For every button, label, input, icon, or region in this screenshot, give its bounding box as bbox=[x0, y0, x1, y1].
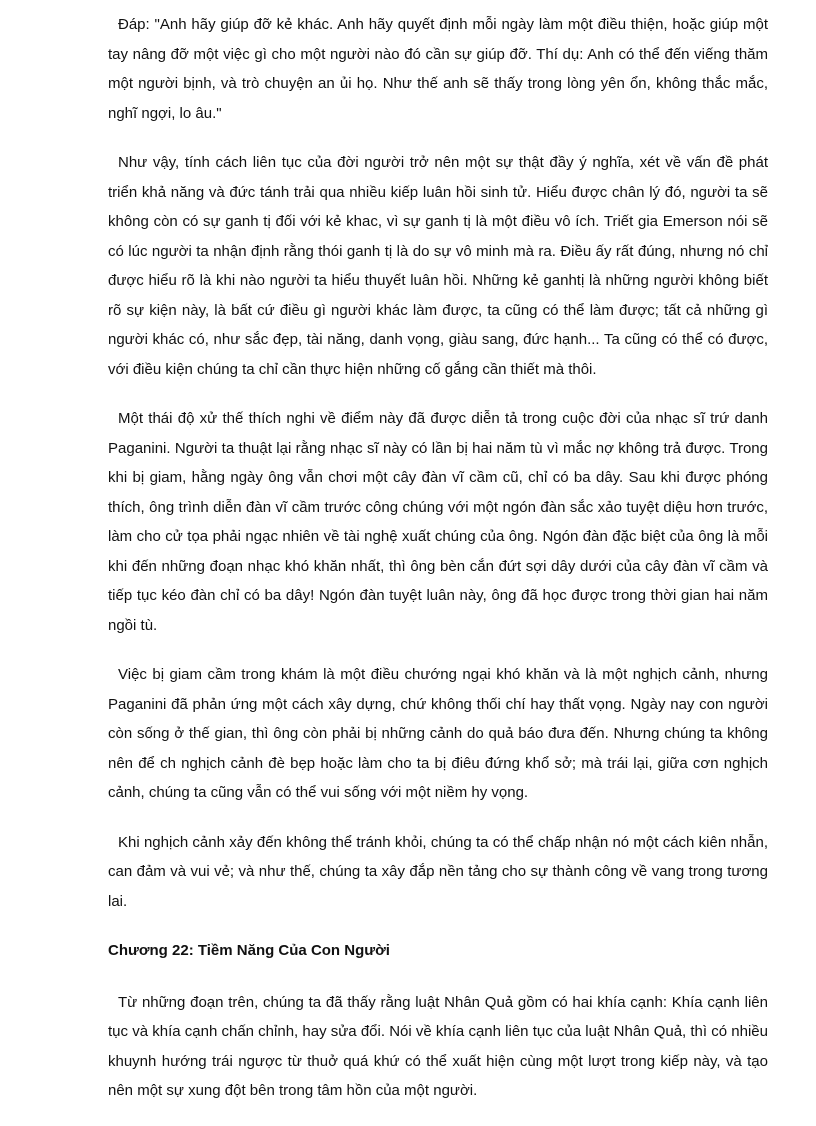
paragraph-adversity: Việc bị giam cầm trong khám là một điều chướng ngại khó khăn và là một nghịch cảnh, nhưng Paganini đã phản ứng một cách xây dựng, chứ không thối chí hay thất vọng. Ngày nay con người còn sống ở thế gian, thì ông còn phải bị những cảnh do quả báo đưa đến. Nhưng chúng ta không nên để ch nghịch cảnh đè bẹp hoặc làm cho ta bị điêu đứng khổ sở; mà trái lại, giữa cơn nghịch cảnh, chúng ta cũng vẫn có thể vui sống với một niềm hy vọng. bbox=[108, 666, 768, 801]
paragraph-answer: Đáp: "Anh hãy giúp đỡ kẻ khác. Anh hãy quyết định mỗi ngày làm một điều thiện, hoặc giúp một tay nâng đỡ một việc gì cho một người nào đó cần sự giúp đỡ. Thí dụ: Anh có thể đến viếng thăm một người bịnh, và trò chuyện an ủi họ. Như thế anh sẽ thấy trong lòng yên ổn, không thắc mắc, nghĩ ngợi, lo âu." bbox=[108, 16, 768, 122]
paragraph-continuity: Như vậy, tính cách liên tục của đời người trở nên một sự thật đầy ý nghĩa, xét về vấn đề phát triển khả năng và đức tánh trải qua nhiều kiếp luân hồi sinh tử. Hiểu được chân lý đó, người ta sẽ không còn có sự ganh tị đối với kẻ khac, vì sự ganh tị là một điều vô ích. Triết gia Emerson nói sẽ có lúc người ta nhận định rằng thói ganh tị là do sự vô minh mà ra. Điều ấy rất đúng, nhưng nó chỉ được hiểu rõ là khi nào người ta hiểu thuyết luân hồi. Những kẻ ganhtị là những người không biết rõ sự kiện này, là bất cứ điều gì người khác làm được, ta cũng có thể làm được; tất cả những gì người khác có, như sắc đẹp, tài năng, danh vọng, giàu sang, đức hạnh... Ta cũng có thể có được, với điều kiện chúng ta chỉ cần thực hiện những cố gắng cần thiết mà thôi. bbox=[108, 154, 768, 378]
chapter-heading: Chương 22: Tiềm Năng Của Con Người bbox=[108, 942, 390, 959]
document-page bbox=[108, 10, 768, 1126]
paragraph-karma-aspects: Từ những đoạn trên, chúng ta đã thấy rằng luật Nhân Quả gồm có hai khía cạnh: Khía cạnh liên tục và khía cạnh chấn chỉnh, hay sửa đổi. Nói về khía cạnh liên tục của luật Nhân Quả, thì có nhiều khuynh hướng trái ngược từ thuở quá khứ có thể xuất hiện cùng một lượt trong kiếp này, và tạo nên một sự xung đột bên trong tâm hồn của một người. bbox=[108, 993, 768, 1099]
paragraph-acceptance: Khi nghịch cảnh xảy đến không thể tránh khỏi, chúng ta có thể chấp nhận nó một cách kiên nhẫn, can đảm và vui vẻ; và như thế, chúng ta xây đắp nền tảng cho sự thành công về vang trong tương lai. bbox=[108, 833, 768, 910]
paragraph-paganini: Một thái độ xử thế thích nghi về điểm này đã được diễn tả trong cuộc đời của nhạc sĩ trứ danh Paganini. Người ta thuật lại rằng nhạc sĩ này có lần bị hai năm tù vì mắc nợ không trả được. Trong khi bị giam, hằng ngày ông vẫn chơi một cây đàn vĩ cầm cũ, chỉ có ba dây. Sau khi được phóng thích, ông trình diễn đàn vĩ cầm trước công chúng với một ngón đàn sắc xảo tuyệt diệu hơn trước, làm cho cử tọa phải ngạc nhiên về tài nghệ xuất chúng của ông. Ngón đàn đặc biệt của ông là mỗi khi đến những đoạn nhạc khó khăn nhất, thì ông bèn cắn đứt sợi dây dưới của cây đàn vĩ cầm và tiếp tục kéo đàn chỉ có ba dây! Ngón đàn tuyệt luân này, ông đã học được trong thời gian hai năm ngồi tù. bbox=[108, 410, 768, 634]
